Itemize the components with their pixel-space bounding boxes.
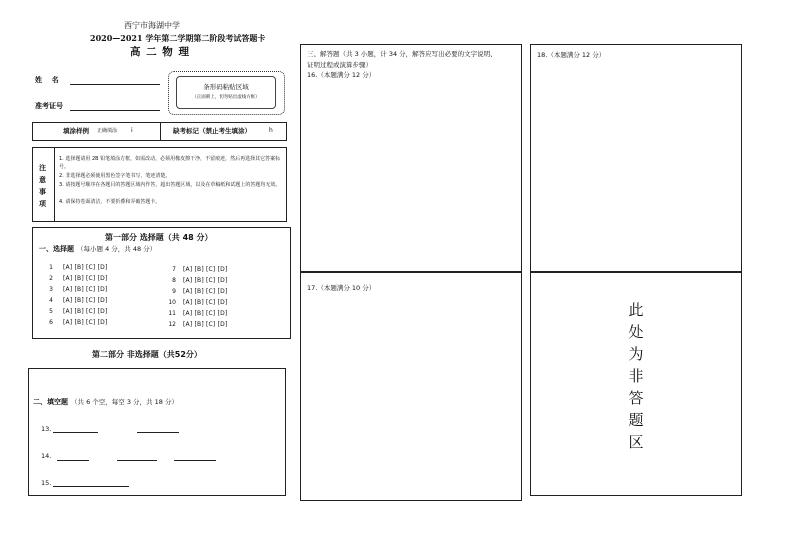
part1-title: 第一部分 选择题（共 48 分） <box>105 233 213 242</box>
sample-row <box>32 122 287 141</box>
choice-options[interactable]: [A] [B] [C] [D] <box>63 275 108 282</box>
name-label: 姓 名 <box>35 76 59 84</box>
part2-title: 第二部分 非选择题（共52分） <box>92 350 202 359</box>
section3-instructions-line2: 证明过程或演算步骤） <box>307 61 372 69</box>
choice-options[interactable]: [A] [B] [C] [D] <box>183 321 228 328</box>
sample-divider <box>160 123 161 140</box>
notes-item-1: 1. 选择题请用 2B 铅笔填涂方框，如需改动，必须用橡皮擦干净，不留痕迹，然后再选择其它答案标号。 <box>59 156 281 170</box>
non-answer-char: 处 <box>628 323 644 341</box>
choice-section-desc: （每小题 4 分，共 48 分） <box>77 245 157 253</box>
answer-14-blank-2[interactable] <box>117 460 157 461</box>
question-17-label: 17.（本题满分 10 分） <box>307 284 376 292</box>
choice-options[interactable]: [A] [B] [C] [D] <box>63 286 108 293</box>
answer-15-blank[interactable] <box>53 486 129 487</box>
question-18-label: 18.（本题满分 12 分） <box>537 51 606 59</box>
non-answer-char: 为 <box>628 345 644 363</box>
choice-options[interactable]: [A] [B] [C] [D] <box>63 297 108 304</box>
choice-options[interactable]: [A] [B] [C] [D] <box>63 264 108 271</box>
answer-14-blank-1[interactable] <box>57 460 89 461</box>
choice-number: 8 <box>172 277 176 284</box>
notes-divider <box>54 148 55 221</box>
fill-blank-box <box>28 368 286 496</box>
barcode-area <box>168 71 285 115</box>
choice-options[interactable]: [A] [B] [C] [D] <box>183 288 228 295</box>
answer-16-box[interactable] <box>300 44 522 272</box>
non-answer-char: 非 <box>628 367 644 385</box>
choice-number: 5 <box>49 308 53 315</box>
barcode-title: 条形码粘贴区域 <box>203 83 249 91</box>
choice-number: 11 <box>168 310 176 317</box>
answer-13-blank-1[interactable] <box>53 432 98 433</box>
answer-14-blank-3[interactable] <box>174 460 216 461</box>
choice-options[interactable]: [A] [B] [C] [D] <box>63 308 108 315</box>
correct-fill-label: 正确填涂 <box>97 128 118 134</box>
question-13-label: 13. <box>41 425 52 433</box>
choice-options[interactable]: [A] [B] [C] [D] <box>183 310 228 317</box>
name-field[interactable] <box>70 84 160 85</box>
absent-label: 缺考标记（禁止考生填涂） <box>173 127 251 135</box>
choice-number: 4 <box>49 297 53 304</box>
absent-mark[interactable]: h <box>269 127 273 134</box>
non-answer-box <box>530 272 742 496</box>
correct-fill-mark: i <box>131 127 133 134</box>
notes-box <box>32 147 287 222</box>
answer-13-blank-2[interactable] <box>137 432 179 433</box>
choice-options[interactable]: [A] [B] [C] [D] <box>63 319 108 326</box>
answer-18-box[interactable] <box>530 44 742 272</box>
question-15-label: 15. <box>41 479 52 487</box>
choice-number: 6 <box>49 319 53 326</box>
section3-instructions-line1: 三、解答题（共 3 小题，计 34 分，解答应写出必要的文字说明、 <box>307 50 497 58</box>
exam-id-field[interactable] <box>70 110 160 111</box>
choice-number: 2 <box>49 275 53 282</box>
choice-number: 10 <box>168 299 176 306</box>
barcode-inner-box <box>176 76 276 109</box>
question-14-label: 14. <box>41 452 52 460</box>
choice-options[interactable]: [A] [B] [C] [D] <box>183 299 228 306</box>
fill-section-desc: （共 6 个空，每空 3 分，共 18 分） <box>71 398 178 406</box>
notes-item-3: 3. 请按题号顺序在各题目的答题区域内作答，超出答题区域，以及在草稿纸和试题上的答题均无效。 <box>59 182 281 188</box>
notes-item-4: 4. 请保持卷面清洁，不要折叠和弄破答题卡。 <box>59 199 161 205</box>
choice-number: 3 <box>49 286 53 293</box>
exam-title: 2020—2021 学年第二学期第二阶段考试答题卡 <box>90 33 266 43</box>
non-answer-text <box>531 303 741 463</box>
sample-label: 填涂样例 <box>63 127 89 135</box>
school-name: 西宁市海湖中学 <box>124 21 180 30</box>
choice-number: 12 <box>168 321 176 328</box>
non-answer-char: 答 <box>628 389 644 407</box>
answer-17-box[interactable] <box>300 272 522 501</box>
barcode-hint: （正面朝上，切勿贴出虚线方框） <box>192 95 260 100</box>
choice-number: 1 <box>49 264 53 271</box>
non-answer-char: 此 <box>628 301 644 319</box>
question-16-label: 16.（本题满分 12 分） <box>307 71 376 79</box>
choice-number: 9 <box>172 288 176 295</box>
non-answer-char: 题 <box>628 411 644 429</box>
choice-section-label: 一、选择题 <box>39 245 74 253</box>
notes-label: 注意事项 <box>39 164 46 208</box>
subject-title: 高 二 物 理 <box>130 46 190 58</box>
notes-item-2: 2. 非选择题必须使用黑色签字笔书写，笔迹清楚。 <box>59 173 171 179</box>
fill-section-label: 二、填空题 <box>33 398 68 406</box>
choice-options[interactable]: [A] [B] [C] [D] <box>183 266 228 273</box>
exam-id-label: 准考证号 <box>35 102 63 110</box>
part1-box <box>32 227 291 339</box>
choice-options[interactable]: [A] [B] [C] [D] <box>183 277 228 284</box>
non-answer-char: 区 <box>628 433 644 451</box>
choice-number: 7 <box>172 266 176 273</box>
